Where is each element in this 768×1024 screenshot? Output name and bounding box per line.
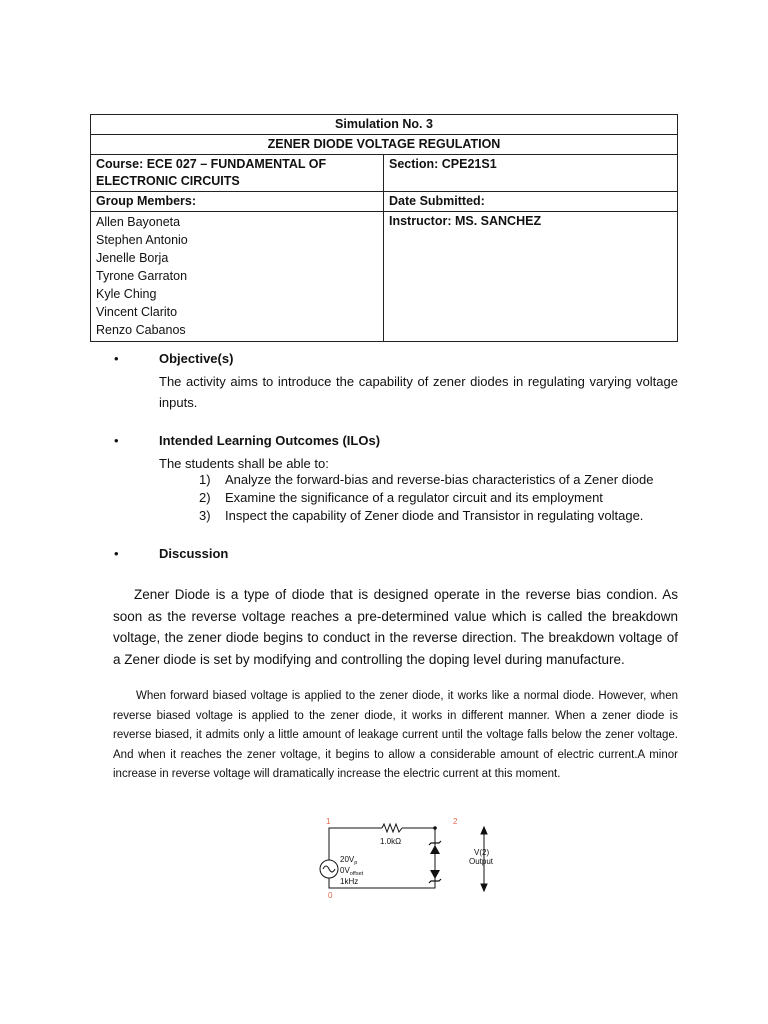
node-label-0: 0 bbox=[328, 891, 333, 898]
source-offset-label: $0V_{offset}$ bbox=[340, 866, 364, 877]
list-item: 2) Examine the significance of a regulator circuit and its employment bbox=[199, 490, 603, 505]
discussion-heading: Discussion bbox=[159, 546, 229, 561]
zener-circuit-diagram bbox=[300, 812, 520, 898]
discussion-bullet: • bbox=[114, 546, 119, 561]
member-name: Allen Bayoneta bbox=[96, 215, 181, 229]
instructor-cell: Instructor: MS. SANCHEZ bbox=[384, 212, 678, 342]
header-table bbox=[90, 114, 678, 342]
zener-diode-lower bbox=[429, 870, 441, 883]
group-members-list bbox=[91, 212, 384, 342]
ilo-list bbox=[199, 471, 654, 525]
member-name: Stephen Antonio bbox=[96, 233, 188, 247]
discussion-paragraph-2: When forward biased voltage is applied to the zener diode, it works like a normal diode. However, when reverse biased voltage is applied to the zener diode, it works in different manner. When a zener diode is reverse biased, it admits only a little amount of leakage current until the voltage falls below the zener voltage. And when it reaches the zener voltage, it begins to allow a considerable amount of electric current.A minor increase in reverse voltage will dramatically increase the electric current at this moment. bbox=[113, 690, 678, 780]
member-name: Renzo Cabanos bbox=[96, 323, 186, 337]
probe-output-label: Output bbox=[469, 857, 494, 866]
objective-heading: Objective(s) bbox=[159, 351, 234, 366]
objective-text: The activity aims to introduce the capability of zener diodes in regulating varying voltage inputs. bbox=[159, 374, 678, 410]
section-cell: Section: CPE21S1 bbox=[384, 155, 678, 192]
junction-dot bbox=[433, 826, 437, 830]
simulation-title: ZENER DIODE VOLTAGE REGULATION bbox=[91, 135, 678, 155]
group-members-label: Group Members: bbox=[91, 192, 384, 212]
node-label-2: 2 bbox=[453, 817, 458, 826]
date-submitted-label: Date Submitted: bbox=[384, 192, 678, 212]
member-name: Vincent Clarito bbox=[96, 305, 178, 319]
member-name: Tyrone Garraton bbox=[96, 269, 188, 283]
probe-label: V(2) bbox=[474, 848, 490, 857]
member-name: Kyle Ching bbox=[96, 287, 157, 301]
ilo-heading: Intended Learning Outcomes (ILOs) bbox=[159, 433, 381, 448]
ilo-bullet: • bbox=[114, 433, 119, 448]
source-frequency-label: 1kHz bbox=[340, 877, 359, 886]
list-item: 3) Inspect the capability of Zener diode and Transistor in regulating voltage. bbox=[199, 508, 644, 523]
ac-source-symbol bbox=[320, 860, 338, 878]
course-cell: Course: ECE 027 – FUNDAMENTAL OF ELECTRONIC CIRCUITS bbox=[91, 155, 384, 192]
resistor-symbol bbox=[382, 824, 402, 832]
list-item: 1) Analyze the forward-bias and reverse-bias characteristics of a Zener diode bbox=[199, 472, 654, 487]
discussion-paragraph-1: Zener Diode is a type of diode that is designed operate in the reverse bias condion. As soon as the reverse voltage reaches a pre-determined value which is called the breakdown voltage, the zener diode begins to conduct in the reverse direction. The breakdown voltage of a Zener diode is set by modifying and controlling the doping level during manufacture. bbox=[113, 587, 678, 667]
resistor-label: 1.0kΩ bbox=[380, 837, 402, 846]
simulation-number: Simulation No. 3 bbox=[91, 115, 678, 135]
source-amplitude-label: $20V_p$ bbox=[340, 855, 358, 866]
member-name: Jenelle Borja bbox=[96, 251, 169, 265]
zener-diode-upper bbox=[429, 841, 441, 854]
node-label-1: 1 bbox=[326, 817, 331, 826]
objective-bullet: • bbox=[114, 351, 119, 366]
ilo-intro: The students shall be able to: bbox=[159, 456, 329, 471]
